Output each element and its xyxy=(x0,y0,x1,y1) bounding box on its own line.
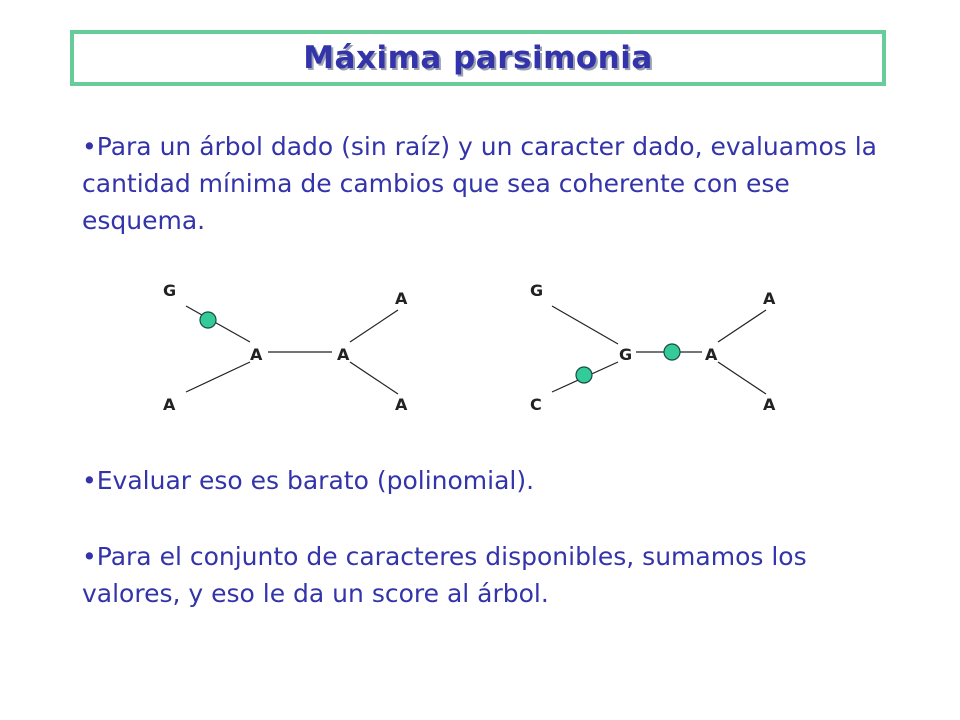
tree-2 xyxy=(530,281,776,414)
bullet-score: •Para el conjunto de caracteres disponibles, sumamos los valores, y eso le da un score al árbol. xyxy=(82,542,807,608)
tree-1-edge-bottom-right xyxy=(350,362,398,394)
bullet-tree-evaluation: •Para un árbol dado (sin raíz) y un caracter dado, evaluamos la cantidad mínima de cambios que sea coherente con ese esquema. xyxy=(82,132,877,235)
tree-1-leaf-bottom-right: A xyxy=(395,395,408,414)
tree-2-leaf-bottom-left: C xyxy=(530,395,542,414)
tree-2-leaf-top-left: G xyxy=(530,281,544,300)
tree-2-change-dot-internal xyxy=(664,344,680,360)
tree-2-node-right: A xyxy=(705,345,718,364)
tree-2-leaf-bottom-right: A xyxy=(763,395,776,414)
tree-1-leaf-bottom-left: A xyxy=(163,395,176,414)
tree-1-leaf-top-right: A xyxy=(395,289,408,308)
tree-1-edge-top-left xyxy=(186,306,250,342)
tree-1-node-right: A xyxy=(337,345,350,364)
tree-1-node-left: A xyxy=(250,345,263,364)
page-title: Máxima parsimonia xyxy=(303,40,653,76)
tree-1-change-dot xyxy=(200,312,216,328)
tree-1-edge-top-right xyxy=(350,310,398,342)
tree-2-edge-bottom-left xyxy=(552,362,618,392)
tree-2-leaf-top-right: A xyxy=(763,289,776,308)
title-box xyxy=(70,30,886,86)
tree-2-node-left: G xyxy=(619,345,633,364)
tree-2-edge-bottom-right xyxy=(718,362,766,394)
tree-1-edge-bottom-left xyxy=(186,362,250,392)
tree-1 xyxy=(163,281,408,414)
tree-1-leaf-top-left: G xyxy=(163,281,177,300)
bullet-cost: •Evaluar eso es barato (polinomial). xyxy=(82,466,535,495)
tree-2-edge-top-left xyxy=(552,306,618,344)
tree-2-change-dot-left xyxy=(576,367,592,383)
tree-2-edge-top-right xyxy=(718,310,766,342)
